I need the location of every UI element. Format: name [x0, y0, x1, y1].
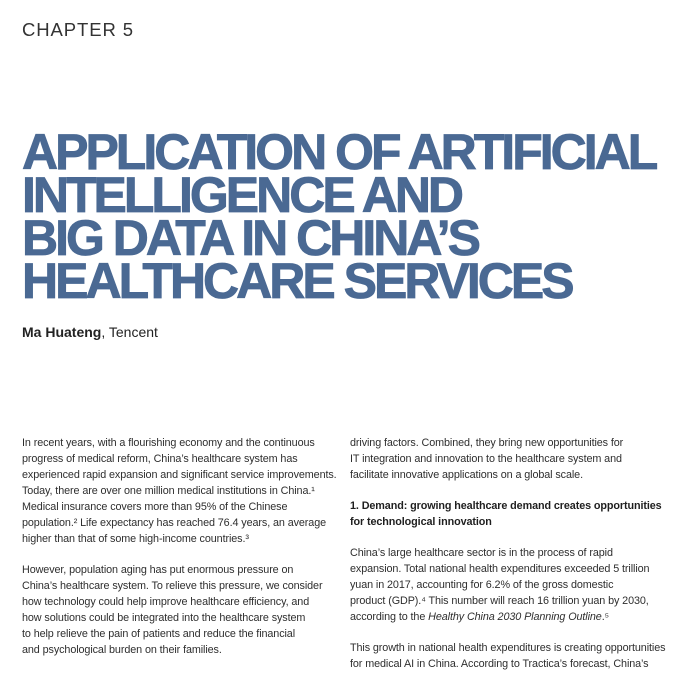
publication-title: Healthy China 2030 Planning Outline	[428, 611, 602, 623]
text-line: and psychological burden on their families.	[22, 644, 222, 656]
text-line: to help relieve the pain of patients and reduce the financial	[22, 628, 296, 640]
paragraph	[22, 435, 344, 547]
text-line: how technology could help improve healthcare efficiency, and	[22, 596, 310, 608]
title-line: HEALTHCARE SERVICES	[22, 253, 572, 309]
text-line: higher than that of some high-income countries.³	[22, 533, 249, 545]
title-line: BIG DATA IN CHINA’S	[22, 210, 478, 266]
text-line: for medical AI in China. According to Tractica’s forecast, China’s	[350, 658, 649, 670]
text-line: progress of medical reform, China’s healthcare system has	[22, 453, 298, 465]
section-heading	[350, 498, 672, 530]
text-line: yuan in 2017, accounting for 6.2% of the gross domestic	[350, 579, 614, 591]
text-line: population.² Life expectancy has reached 76.4 years, an average	[22, 517, 327, 529]
text-segment: according to the	[350, 611, 429, 623]
footnote-marker: .⁵	[601, 611, 609, 623]
text-line: expansion. Total national health expenditures exceeded 5 trillion	[350, 563, 650, 575]
author-byline	[22, 323, 158, 341]
text-line: China’s large healthcare sector is in the process of rapid	[350, 547, 613, 559]
text-line: China’s healthcare system. To relieve this pressure, we consider	[22, 580, 323, 592]
author-name: Ma Huateng	[22, 324, 102, 340]
author-separator: ,	[101, 324, 109, 340]
author-affiliation: Tencent	[108, 324, 158, 340]
chapter-title	[22, 124, 656, 309]
left-text-column	[22, 435, 344, 673]
paragraph	[350, 545, 672, 625]
text-line: product (GDP).⁴ This number will reach 16 trillion yuan by 2030,	[350, 595, 649, 607]
text-line: how solutions could be integrated into the healthcare system	[22, 612, 306, 624]
paragraph	[350, 640, 672, 672]
text-line: driving factors. Combined, they bring new opportunities for	[350, 437, 624, 449]
text-line: However, population aging has put enormous pressure on	[22, 564, 294, 576]
text-line: Medical insurance covers more than 95% of the Chinese	[22, 501, 288, 513]
text-line: In recent years, with a flourishing economy and the continuous	[22, 437, 315, 449]
text-line: This growth in national health expenditures is creating opportunities	[350, 642, 666, 654]
title-line: INTELLIGENCE AND	[22, 167, 462, 223]
heading-line: 1. Demand: growing healthcare demand creates opportunities	[350, 500, 662, 512]
heading-line: for technological innovation	[350, 516, 492, 528]
paragraph	[22, 562, 344, 658]
title-line: APPLICATION OF ARTIFICIAL	[22, 124, 656, 180]
chapter-label: CHAPTER 5	[22, 19, 134, 40]
right-text-column	[350, 435, 672, 687]
text-line: IT integration and innovation to the healthcare system and	[350, 453, 622, 465]
text-line: Today, there are over one million medical institutions in China.¹	[22, 485, 315, 497]
text-line: facilitate innovative applications on a global scale.	[350, 469, 583, 481]
text-line-with-citation	[350, 609, 672, 625]
text-line: experienced rapid expansion and significant service improvements.	[22, 469, 337, 481]
paragraph	[350, 435, 672, 483]
